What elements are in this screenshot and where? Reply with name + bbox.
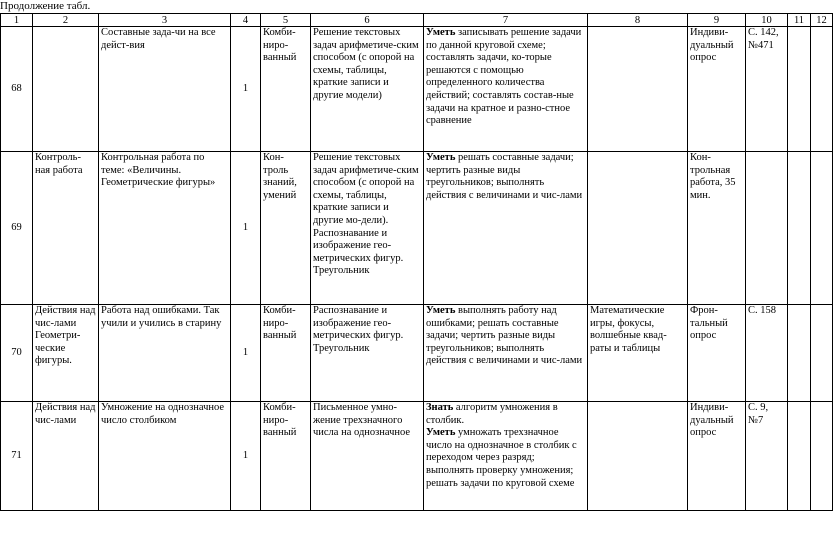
skill-keyword: Уметь	[426, 27, 456, 38]
skill-keyword: Уметь	[426, 427, 456, 439]
lesson-type-cell: Комби-ниро-ванный	[261, 27, 311, 152]
skill-statement	[426, 27, 581, 126]
content-cell: Составные зада-чи на все дейст-вия	[99, 27, 231, 152]
problems-cell: Письменное умно-жение трехзначного числа на однозначное	[311, 402, 424, 511]
control-cell: Фрон-тальный опрос	[688, 305, 746, 402]
header-cell: 3	[99, 14, 231, 27]
header-cell: 1	[1, 14, 33, 27]
reference-cell: С. 142, №471	[746, 27, 788, 152]
col12-cell	[811, 27, 833, 152]
hours-cell: 1	[231, 27, 261, 152]
skill-text: алгоритм умножения в столбик.	[426, 402, 558, 426]
header-cell: 10	[746, 14, 788, 27]
header-row	[1, 14, 833, 27]
skill-text: выполнять работу над ошибками; решать составные задачи; чертить разные виды треугольников; выполнять действия с величинами и чис-лами	[426, 305, 583, 367]
problems-cell: Распознавание и изображение гео-метрических фигур. Треугольник	[311, 305, 424, 402]
table-caption: Продолжение табл.	[0, 0, 91, 12]
header-cell: 5	[261, 14, 311, 27]
problems-cell: Решение текстовых задач арифметиче-ским способом (с опорой на схемы, таблицы, краткие записи и другие мо-дели). Распознавание и изображение гео-метрических фигур. Треугольник	[311, 152, 424, 305]
lesson-type-cell: Комби-ниро-ванный	[261, 402, 311, 511]
content-cell: Работа над ошибками. Так учили и учились в старину	[99, 305, 231, 402]
header-cell: 2	[33, 14, 99, 27]
table-row	[1, 27, 833, 152]
topic-cell	[33, 27, 99, 152]
skills-cell	[424, 305, 588, 402]
problems-cell: Решение текстовых задач арифметиче-ским способом (с опорой на схемы, таблицы, краткие записи и другие модели)	[311, 27, 424, 152]
content-cell: Умножение на однозначное число столбиком	[99, 402, 231, 511]
row-number-cell: 68	[1, 27, 33, 152]
hours-cell: 1	[231, 305, 261, 402]
col11-cell	[788, 27, 811, 152]
row-number-cell: 71	[1, 402, 33, 511]
activity-cell: Математические игры, фокусы, волшебные квад-раты и таблицы	[588, 305, 688, 402]
activity-cell	[588, 402, 688, 511]
header-cell: 11	[788, 14, 811, 27]
header-cell: 8	[588, 14, 688, 27]
table-body	[1, 14, 833, 511]
col11-cell	[788, 305, 811, 402]
col11-cell	[788, 152, 811, 305]
skills-cell	[424, 152, 588, 305]
header-cell: 4	[231, 14, 261, 27]
skill-text: умножать трехзначное число на однозначное в столбик с переходом через разряд; выполнять проверку умножения; решать задачи по круговой схеме	[426, 427, 577, 489]
lesson-plan-table	[0, 13, 833, 511]
skill-statement	[426, 427, 577, 488]
lesson-type-cell: Комби-ниро-ванный	[261, 305, 311, 402]
skill-keyword: Знать	[426, 402, 454, 413]
header-cell: 7	[424, 14, 588, 27]
hours-cell: 1	[231, 152, 261, 305]
table-row	[1, 305, 833, 402]
skill-text: записывать решение задачи по данной круговой схеме; составлять задачи, ко-торые решаются с помощью определенного количества действий; составлять состав-ные задачи на кратное и разно-стное сравнение	[426, 27, 582, 127]
skills-cell	[424, 27, 588, 152]
control-cell: Индиви-дуальный опрос	[688, 402, 746, 511]
skill-statement	[426, 402, 558, 426]
header-cell: 6	[311, 14, 424, 27]
topic-cell: Контроль-ная работа	[33, 152, 99, 305]
col12-cell	[811, 152, 833, 305]
col11-cell	[788, 402, 811, 511]
header-cell: 12	[811, 14, 833, 27]
control-cell: Кон-трольная работа, 35 мин.	[688, 152, 746, 305]
row-number-cell: 70	[1, 305, 33, 402]
table-row	[1, 152, 833, 305]
skill-text: решать составные задачи; чертить разные виды треугольников; выполнять действия с величинами и чис-лами	[426, 152, 583, 201]
skill-keyword: Уметь	[426, 305, 456, 316]
activity-cell	[588, 27, 688, 152]
reference-cell: С. 9, №7	[746, 402, 788, 511]
header-cell: 9	[688, 14, 746, 27]
skill-keyword: Уметь	[426, 152, 456, 163]
table-row	[1, 402, 833, 511]
topic-cell: Действия над чис-лами	[33, 402, 99, 511]
skill-statement	[426, 152, 582, 201]
reference-cell: С. 158	[746, 305, 788, 402]
col12-cell	[811, 305, 833, 402]
activity-cell	[588, 152, 688, 305]
topic-cell: Действия над чис-лами Геометри-ческие фигуры.	[33, 305, 99, 402]
control-cell: Индиви-дуальный опрос	[688, 27, 746, 152]
col12-cell	[811, 402, 833, 511]
skills-cell	[424, 402, 588, 511]
hours-cell: 1	[231, 402, 261, 511]
lesson-type-cell: Кон-троль знаний, умений	[261, 152, 311, 305]
content-cell: Контрольная работа по теме: «Величины. Геометрические фигуры»	[99, 152, 231, 305]
reference-cell	[746, 152, 788, 305]
skill-statement	[426, 305, 582, 366]
row-number-cell: 69	[1, 152, 33, 305]
